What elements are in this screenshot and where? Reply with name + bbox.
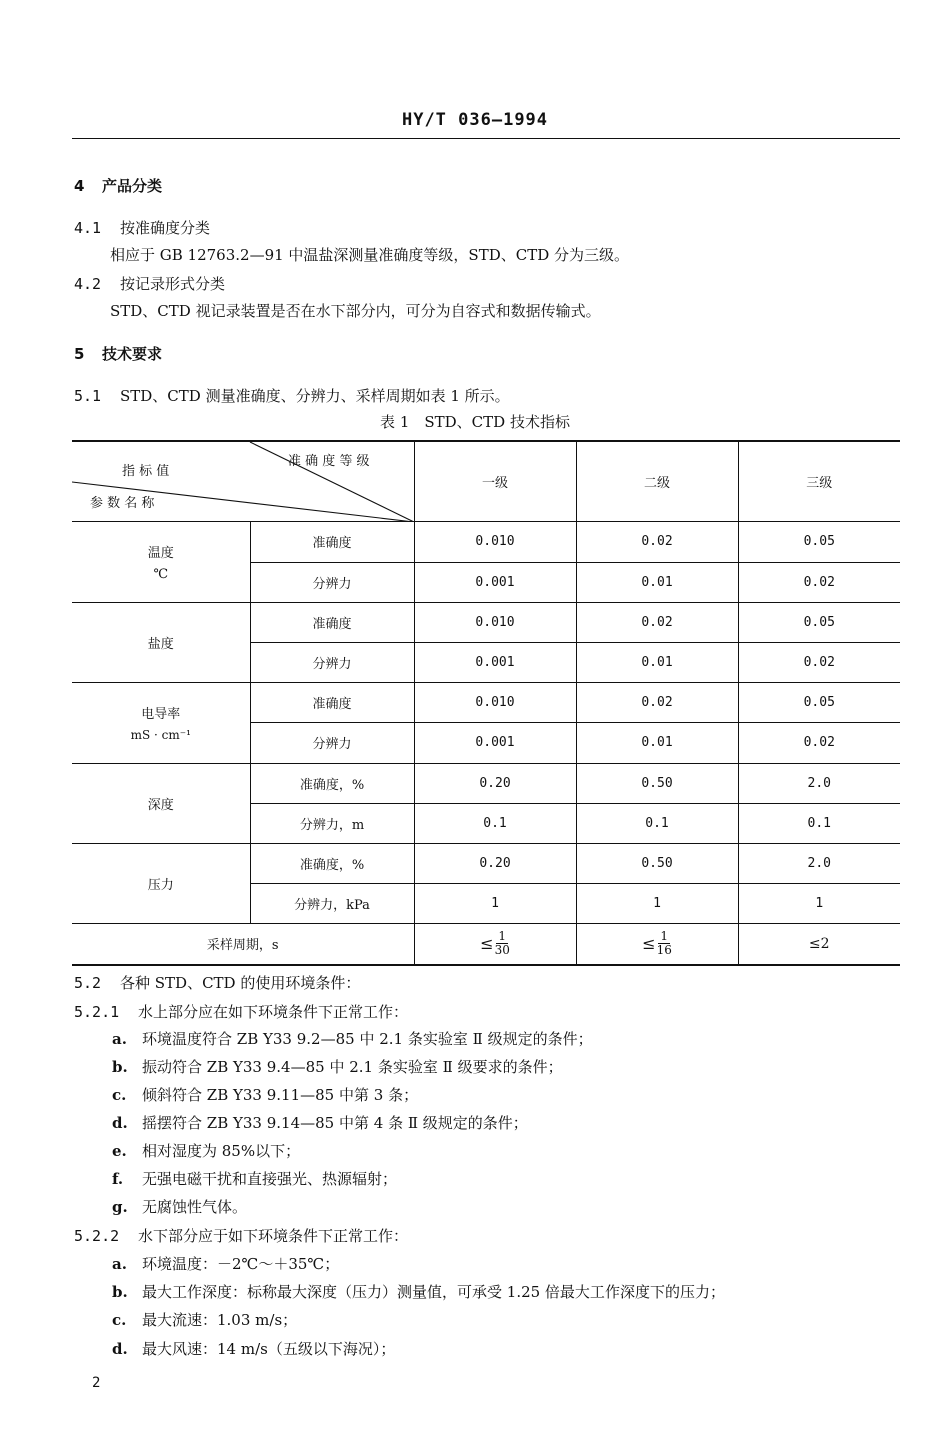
section-number: 5.2.1 bbox=[74, 1003, 120, 1021]
value-cell: 0.01 bbox=[576, 562, 738, 602]
value-cell: 0.001 bbox=[414, 642, 576, 682]
value-cell: 0.001 bbox=[414, 562, 576, 602]
item-label: g. bbox=[112, 1198, 128, 1216]
item-label: e. bbox=[112, 1142, 127, 1160]
spec-table bbox=[72, 440, 900, 966]
value-cell: 0.01 bbox=[576, 722, 738, 763]
metric-cell: 分辨力，kPa bbox=[250, 883, 414, 923]
value-cell: 0.02 bbox=[738, 562, 900, 602]
value-cell: 0.05 bbox=[738, 682, 900, 722]
item-label: c. bbox=[112, 1311, 127, 1329]
value-cell: 0.1 bbox=[576, 803, 738, 843]
corner-indicator-label: 指 标 值 bbox=[122, 464, 170, 479]
le-symbol: ≤ bbox=[480, 934, 494, 954]
item-label: b. bbox=[112, 1058, 128, 1076]
param-name: 深度 bbox=[147, 797, 174, 813]
param-unit: ℃ bbox=[153, 566, 169, 582]
item-text: 环境温度：－2℃～＋35℃； bbox=[142, 1255, 340, 1273]
param-cell bbox=[72, 763, 250, 843]
item-label: a. bbox=[112, 1030, 127, 1048]
value-cell: 0.05 bbox=[738, 521, 900, 562]
section-4-heading bbox=[74, 176, 162, 196]
value-cell: 0.01 bbox=[576, 642, 738, 682]
metric-cell: 准确度，% bbox=[250, 763, 414, 803]
sampling-label: 采样周期，s bbox=[72, 923, 414, 965]
sampling-value-grade3: ≤2 bbox=[738, 923, 900, 965]
metric-cell: 分辨力 bbox=[250, 562, 414, 602]
metric-cell: 分辨力 bbox=[250, 642, 414, 682]
value-cell: 0.50 bbox=[576, 763, 738, 803]
table-row bbox=[72, 602, 900, 642]
value-cell: 0.02 bbox=[738, 642, 900, 682]
metric-cell: 准确度 bbox=[250, 521, 414, 562]
section-4-1-heading bbox=[74, 218, 210, 238]
value-cell: 0.05 bbox=[738, 602, 900, 642]
header-rule bbox=[72, 138, 900, 139]
metric-cell: 分辨力，m bbox=[250, 803, 414, 843]
list-item bbox=[112, 1057, 563, 1077]
standard-code: HY/T 036—1994 bbox=[401, 110, 549, 130]
item-label: d. bbox=[112, 1340, 128, 1358]
denominator: 30 bbox=[494, 943, 510, 958]
section-number: 5.1 bbox=[74, 387, 102, 405]
value-cell: 0.02 bbox=[576, 602, 738, 642]
section-text: 水上部分应在如下环境条件下正常工作： bbox=[138, 1003, 409, 1021]
table-caption: 表 1 STD、CTD 技术指标 bbox=[380, 413, 570, 431]
param-name: 压力 bbox=[147, 877, 174, 893]
section-5-2 bbox=[74, 973, 360, 993]
value-cell: 0.02 bbox=[576, 521, 738, 562]
section-number: 5.2 bbox=[74, 974, 102, 992]
section-5-2-1 bbox=[74, 1002, 408, 1022]
item-label: b. bbox=[112, 1283, 128, 1301]
grade-header: 三级 bbox=[738, 441, 900, 521]
section-5-1 bbox=[74, 386, 510, 406]
value-cell: 0.001 bbox=[414, 722, 576, 763]
le-symbol: ≤ bbox=[642, 934, 656, 954]
section-4-2-text: STD、CTD 视记录装置是否在水下部分内，可分为自容式和数据传输式。 bbox=[110, 302, 601, 320]
metric-cell: 分辨力 bbox=[250, 722, 414, 763]
metric-cell: 准确度，% bbox=[250, 843, 414, 883]
item-text: 最大工作深度：标称最大深度（压力）测量值，可承受 1.25 倍最大工作深度下的压力； bbox=[142, 1283, 725, 1301]
item-label: f. bbox=[112, 1170, 124, 1188]
section-number: 4.2 bbox=[74, 275, 102, 293]
list-item bbox=[112, 1310, 297, 1330]
corner-header-cell bbox=[72, 441, 414, 521]
item-text: 相对湿度为 85%以下； bbox=[142, 1142, 301, 1160]
section-4-1-text: 相应于 GB 12763.2—91 中温盐深测量准确度等级，STD、CTD 分为三级。 bbox=[110, 246, 630, 264]
value-cell: 1 bbox=[576, 883, 738, 923]
fraction bbox=[495, 930, 510, 957]
list-item bbox=[112, 1029, 593, 1049]
table-row bbox=[72, 763, 900, 803]
item-label: c. bbox=[112, 1086, 127, 1104]
value-cell: 2.0 bbox=[738, 843, 900, 883]
section-number: 4.1 bbox=[74, 219, 102, 237]
value-cell: 0.50 bbox=[576, 843, 738, 883]
section-title: 产品分类 bbox=[102, 177, 163, 195]
value-cell: 1 bbox=[414, 883, 576, 923]
metric-cell: 准确度 bbox=[250, 602, 414, 642]
item-text: 无腐蚀性气体。 bbox=[142, 1198, 248, 1216]
table-header-row bbox=[72, 441, 900, 521]
section-number: 5.2.2 bbox=[74, 1227, 120, 1245]
list-item bbox=[112, 1197, 247, 1217]
value-cell: 0.010 bbox=[414, 521, 576, 562]
denominator: 16 bbox=[656, 943, 672, 958]
value-cell: 0.02 bbox=[738, 722, 900, 763]
param-name: 电导率 bbox=[141, 707, 181, 722]
sampling-row bbox=[72, 923, 900, 965]
sampling-value-grade1 bbox=[414, 923, 576, 965]
value-cell: 0.010 bbox=[414, 602, 576, 642]
param-name: 盐度 bbox=[147, 636, 174, 652]
table-row bbox=[72, 682, 900, 722]
list-item bbox=[112, 1339, 395, 1359]
param-cell bbox=[72, 682, 250, 763]
section-5-2-2 bbox=[74, 1226, 408, 1246]
numerator: 1 bbox=[660, 929, 669, 944]
value-cell: 0.010 bbox=[414, 682, 576, 722]
corner-grade-label: 准 确 度 等 级 bbox=[288, 454, 370, 469]
item-text: 无强电磁干扰和直接强光、热源辐射； bbox=[142, 1170, 398, 1188]
item-text: 摇摆符合 ZB Y33 9.14—85 中第 4 条 Ⅱ 级规定的条件； bbox=[142, 1114, 528, 1132]
value-cell: 0.1 bbox=[414, 803, 576, 843]
section-5-heading bbox=[74, 344, 162, 364]
list-item bbox=[112, 1254, 339, 1274]
section-title: 按记录形式分类 bbox=[120, 275, 226, 293]
sampling-value-grade2 bbox=[576, 923, 738, 965]
param-cell bbox=[72, 602, 250, 682]
item-text: 环境温度符合 ZB Y33 9.2—85 中 2.1 条实验室 Ⅱ 级规定的条件； bbox=[142, 1030, 593, 1048]
param-name: 温度 bbox=[147, 545, 174, 561]
item-text: 最大流速：1.03 m/s； bbox=[142, 1311, 298, 1329]
item-label: a. bbox=[112, 1255, 127, 1273]
section-text: STD、CTD 测量准确度、分辨力、采样周期如表 1 所示。 bbox=[120, 387, 510, 405]
param-unit: mS · cm⁻¹ bbox=[130, 728, 191, 742]
item-text: 倾斜符合 ZB Y33 9.11—85 中第 3 条； bbox=[142, 1086, 419, 1104]
value-cell: 1 bbox=[738, 883, 900, 923]
value-cell: 0.1 bbox=[738, 803, 900, 843]
list-item bbox=[112, 1141, 300, 1161]
item-text: 振动符合 ZB Y33 9.4—85 中 2.1 条实验室 Ⅱ 级要求的条件； bbox=[142, 1058, 563, 1076]
table-row bbox=[72, 843, 900, 883]
list-item bbox=[112, 1085, 418, 1105]
param-cell bbox=[72, 843, 250, 923]
numerator: 1 bbox=[498, 929, 507, 944]
param-cell bbox=[72, 521, 250, 602]
grade-header: 二级 bbox=[576, 441, 738, 521]
list-item bbox=[112, 1113, 528, 1133]
grade-header: 一级 bbox=[414, 441, 576, 521]
section-text: 各种 STD、CTD 的使用环境条件： bbox=[120, 974, 361, 992]
value-cell: 0.02 bbox=[576, 682, 738, 722]
section-title: 按准确度分类 bbox=[120, 219, 211, 237]
value-cell: 0.20 bbox=[414, 843, 576, 883]
item-text: 最大风速：14 m/s（五级以下海况）； bbox=[142, 1340, 396, 1358]
page-number: 2 bbox=[92, 1375, 101, 1391]
section-4-2-heading bbox=[74, 274, 225, 294]
section-title: 技术要求 bbox=[102, 345, 163, 363]
metric-cell: 准确度 bbox=[250, 682, 414, 722]
value-cell: 2.0 bbox=[738, 763, 900, 803]
section-number: 4 bbox=[74, 177, 85, 195]
item-label: d. bbox=[112, 1114, 128, 1132]
value-cell: 0.20 bbox=[414, 763, 576, 803]
list-item bbox=[112, 1282, 725, 1302]
section-number: 5 bbox=[74, 345, 85, 363]
list-item bbox=[112, 1169, 397, 1189]
table-row bbox=[72, 521, 900, 562]
fraction bbox=[657, 930, 672, 957]
section-text: 水下部分应于如下环境条件下正常工作： bbox=[138, 1227, 409, 1245]
corner-param-label: 参 数 名 称 bbox=[90, 496, 155, 511]
